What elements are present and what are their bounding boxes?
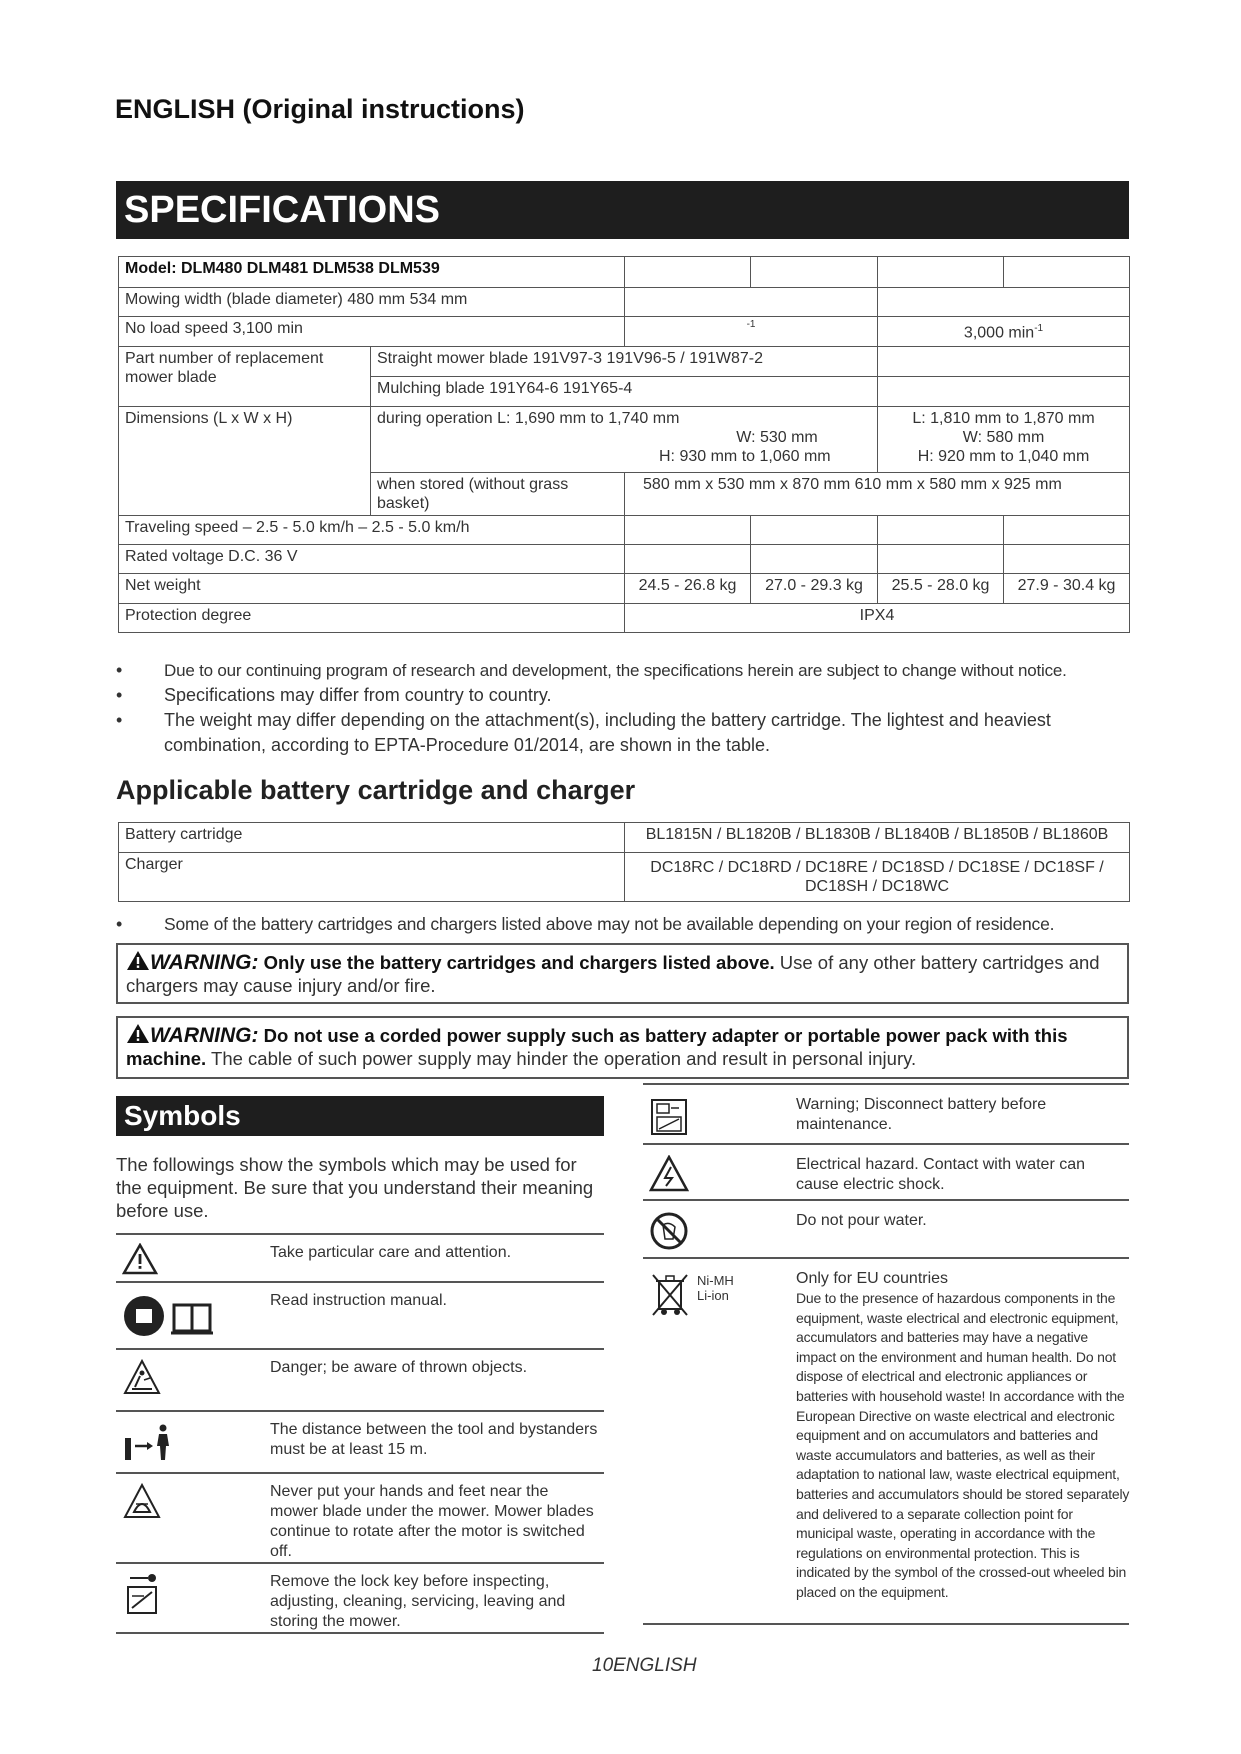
thrown-objects-icon — [122, 1358, 162, 1403]
dimensions-label: Dimensions (L x W x H) — [119, 407, 371, 516]
caution-triangle-icon — [122, 1243, 158, 1280]
list-item: Never put your hands and feet near the mower blade under the mower. Mower blades continue to rotate after the motor is switched off. — [116, 1472, 604, 1564]
charger-label: Charger — [119, 853, 625, 902]
table-row — [119, 257, 1130, 288]
list-item: • The weight may differ depending on the attachment(s), including the battery cartridge. The lightest and heaviest combination, according to EPTA-Procedure 01/2014, are shown in the table. — [116, 710, 1051, 755]
list-item: The distance between the tool and bystanders must be at least 15 m. — [116, 1410, 604, 1474]
table-row — [119, 347, 1130, 377]
warning-box-battery — [116, 943, 1129, 1004]
battery-chemistry-labels: Ni-MH Li-ion — [697, 1273, 734, 1303]
list-item: Take particular care and attention. — [116, 1233, 604, 1283]
specifications-banner: SPECIFICATIONS — [116, 181, 1129, 239]
no-load-speed-right: 3,000 min — [963, 324, 1035, 342]
battery-heading: Applicable battery cartridge and charger — [116, 775, 636, 805]
net-weight-value: 25.5 - 28.0 kg — [878, 574, 1004, 604]
table-row — [119, 604, 1130, 633]
symbols-banner: Symbols — [116, 1096, 604, 1136]
rated-voltage: Rated voltage D.C. 36 V — [119, 545, 625, 574]
symbols-list-left — [116, 1233, 604, 1633]
mowing-width: Mowing width (blade diameter) 480 mm 534 mm — [119, 288, 625, 317]
table-row — [119, 317, 1130, 347]
list-item: Electrical hazard. Contact with water can cause electric shock. — [643, 1143, 1129, 1201]
no-load-speed-right-superscript: -1 — [1034, 323, 1044, 334]
hand-foot-blade-icon — [122, 1482, 162, 1527]
language-title: ENGLISH (Original instructions) — [115, 94, 525, 124]
list-item: Read instruction manual. — [116, 1281, 604, 1350]
list-item: Danger; be aware of thrown objects. — [116, 1348, 604, 1412]
warning-text: Use of any other battery cartridges and chargers may cause injury and/or fire. — [126, 952, 1100, 996]
charger-value: DC18RC / DC18RD / DC18RE / DC18SD / DC18SE / DC18SF / DC18SH / DC18WC — [625, 853, 1130, 902]
page-number: 10ENGLISH — [592, 1655, 697, 1676]
list-item: • Due to our continuing program of research and development, the specifications herein are subject to change without notice. — [116, 660, 1067, 680]
disconnect-battery-icon — [649, 1097, 689, 1142]
battery-cartridge-value: BL1815N / BL1820B / BL1830B / BL1840B / BL1850B / BL1860B — [625, 823, 1130, 853]
dimensions-operation: during operation L: 1,690 mm to 1,740 mm W: 530 mm H: 930 mm to 1,060 mm — [371, 407, 878, 473]
warning-box-power-supply — [116, 1016, 1129, 1079]
no-load-speed: No load speed 3,100 min — [119, 317, 625, 347]
net-weight-label: Net weight — [119, 574, 625, 604]
symbols-intro: The followings show the symbols which may be used for the equipment. Be sure that you understand their meaning before use. — [116, 1154, 594, 1221]
list-item: Warning; Disconnect battery before maintenance. — [643, 1083, 1129, 1145]
table-row — [119, 545, 1130, 574]
table-row — [119, 407, 1130, 473]
remove-lock-key-icon — [122, 1572, 162, 1623]
net-weight-value: 27.0 - 29.3 kg — [751, 574, 878, 604]
specification-notes — [116, 658, 1136, 758]
net-weight-value: 24.5 - 26.8 kg — [625, 574, 751, 604]
dimensions-operation-right: L: 1,810 mm to 1,870 mm W: 580 mm H: 920 mm to 1,040 mm — [878, 407, 1130, 473]
battery-table — [118, 822, 1130, 902]
read-manual-icon — [122, 1291, 222, 1346]
table-row — [119, 823, 1130, 853]
net-weight-value: 27.9 - 30.4 kg — [1004, 574, 1130, 604]
table-row — [119, 288, 1130, 317]
warning-bold-text: Only use the battery cartridges and chargers listed above. — [263, 952, 775, 973]
warning-label: WARNING: — [150, 1024, 259, 1047]
stored-values: 580 mm x 530 mm x 870 mm 610 mm x 580 mm x 925 mm — [625, 473, 1130, 516]
list-item: Do not pour water. — [643, 1199, 1129, 1259]
no-load-speed-superscript: -1 — [746, 319, 756, 330]
warning-icon — [126, 950, 150, 971]
divider — [116, 1632, 604, 1634]
list-item: • Some of the battery cartridges and chargers listed above may not be available depending on your region of residence. — [116, 914, 1055, 934]
warning-label: WARNING: — [150, 951, 259, 974]
table-row — [119, 853, 1130, 902]
bystander-distance-icon — [122, 1420, 176, 1471]
battery-cartridge-label: Battery cartridge — [119, 823, 625, 853]
warning-bold-text: Do not use a corded power supply such as battery adapter or portable power pack with this machine. — [126, 1025, 1068, 1069]
table-row — [119, 516, 1130, 545]
protection-value: IPX4 — [625, 604, 1130, 633]
traveling-speed: Traveling speed – 2.5 - 5.0 km/h – 2.5 - 5.0 km/h — [119, 516, 625, 545]
when-stored-label: when stored (without grass basket) — [371, 473, 625, 516]
model-label: Model: DLM480 DLM481 DLM538 DLM539 — [119, 257, 625, 288]
straight-blade: Straight mower blade 191V97-3 191V96-5 / 191W87-2 — [371, 347, 878, 377]
symbols-list-right — [643, 1083, 1129, 1623]
weee-text: Only for EU countries Due to the presence of hazardous components in the equipment, waste electrical and electronic equipment, accumulators and batteries may have a negative impact on the environment and human health. Do not dispose of electrical and electronic appliances or batteries with household waste! In accordance with the European Directive on waste electrical and electronic equipment and on accumulators and batteries and waste accumulators and batteries, as well as their adaptation to national law, waste electrical equipment, batteries and accumulators should be stored separately and delivered to a separate collection point for municipal waste, operating in accordance with the regulations on environmental protection. This is indicated by the symbol of the crossed-out wheeled bin placed on the equipment. — [796, 1270, 1130, 1600]
electrical-hazard-icon — [649, 1155, 689, 1198]
warning-icon — [126, 1023, 150, 1044]
mulching-blade: Mulching blade 191Y64-6 191Y65-4 — [371, 377, 878, 407]
no-water-icon — [649, 1211, 689, 1256]
crossed-bin-icon — [649, 1271, 691, 1326]
table-row — [119, 574, 1130, 604]
warning-text: The cable of such power supply may hinder the operation and result in personal injury. — [211, 1048, 917, 1069]
protection-label: Protection degree — [119, 604, 625, 633]
specifications-table — [118, 256, 1130, 633]
list-item: • Specifications may differ from country to country. — [116, 685, 552, 705]
list-item: Remove the lock key before inspecting, adjusting, cleaning, servicing, leaving and storing the mower. — [116, 1562, 604, 1634]
replacement-blade-label: Part number of replacement mower blade — [119, 347, 371, 407]
list-item — [643, 1257, 1129, 1625]
battery-notes — [116, 912, 1136, 937]
divider — [643, 1623, 1129, 1625]
